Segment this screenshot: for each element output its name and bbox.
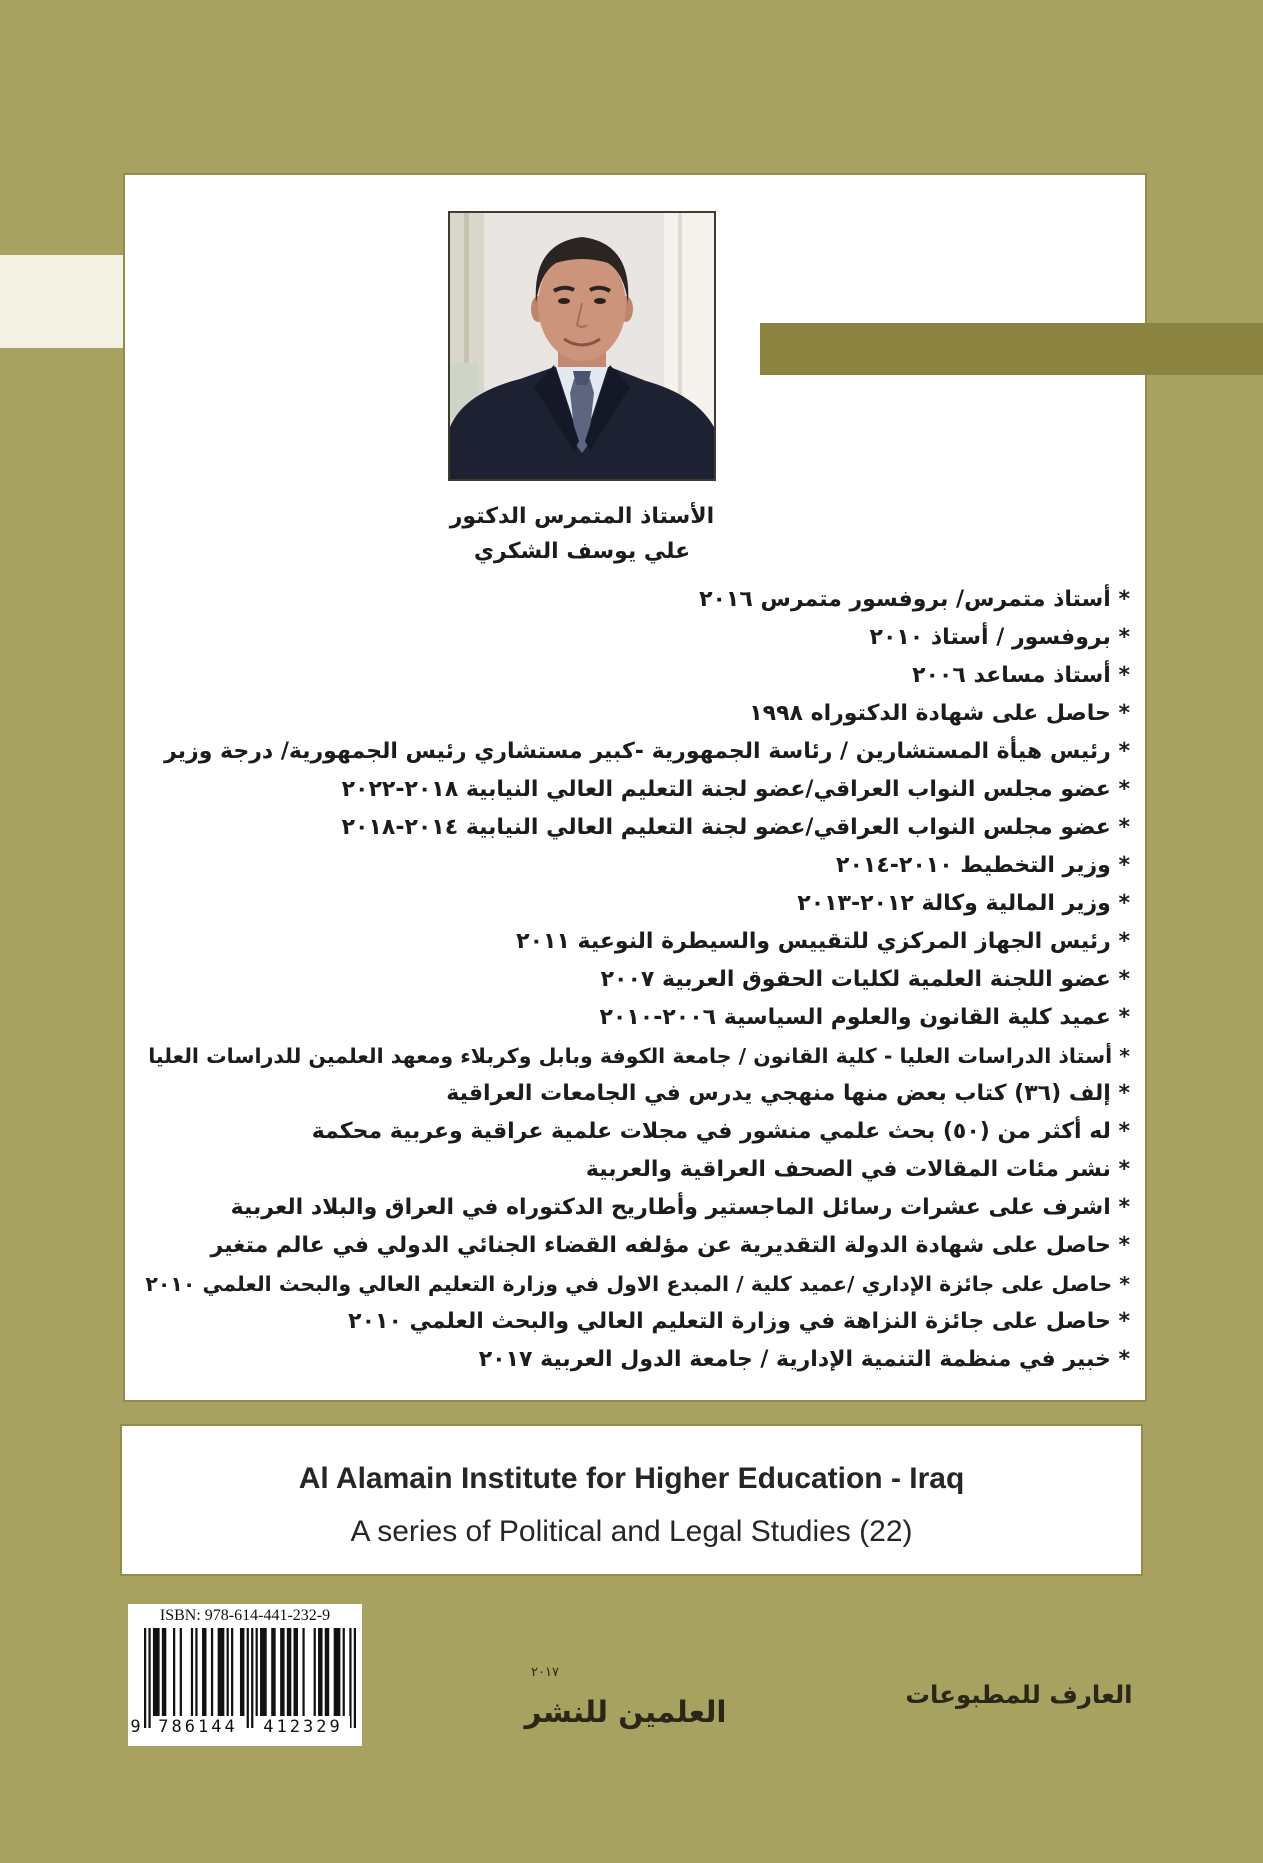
bio-item (140, 1341, 1130, 1379)
barcode-left-digits: 786144 (151, 1716, 245, 1738)
barcode-bar (287, 1628, 291, 1716)
barcode-right-digits: 412329 (256, 1716, 350, 1738)
bio-item-text: * نشر مئات المقالات في الصحف العراقية والعربية (585, 1157, 1130, 1182)
alamain-logo-name: العلمين للنشر (524, 1695, 727, 1729)
bio-item (140, 923, 1130, 961)
barcode-bar (153, 1628, 160, 1716)
bio-item (140, 1113, 1130, 1151)
barcode-bar (271, 1628, 275, 1716)
bio-item-text: * حاصل على شهادة الدكتوراه ١٩٩٨ (749, 701, 1130, 726)
bio-item-text: * عضو اللجنة العلمية لكليات الحقوق العربية ٢٠٠٧ (600, 967, 1130, 992)
author-title (382, 503, 782, 531)
bio-item-text: * أستاذ متمرس/ بروفسور متمرس ٢٠١٦ (699, 587, 1130, 612)
bio-item-text: * بروفسور / أستاذ ٢٠١٠ (869, 625, 1130, 650)
author-name-text: علي يوسف الشكري (473, 539, 691, 564)
bio-item-text: * أستاذ الدراسات العليا - كلية القانون / جامعة الكوفة وبابل وكربلاء ومعهد العلمين للدراسات العليا (148, 1044, 1130, 1068)
author-portrait (450, 213, 714, 479)
bio-item-text: * عميد كلية القانون والعلوم السياسية ٢٠٠٦-٢٠١٠ (599, 1005, 1130, 1030)
bio-item-text: * أستاذ مساعد ٢٠٠٦ (912, 663, 1130, 688)
barcode-bar (247, 1628, 249, 1728)
author-title-text: الأستاذ المتمرس الدكتور (449, 504, 715, 529)
bio-item (140, 999, 1130, 1037)
barcode-bar (202, 1628, 206, 1716)
bio-item (140, 961, 1130, 999)
portrait-tie-knot (573, 371, 591, 385)
barcode-bar (294, 1628, 298, 1716)
alamain-logo-text (523, 1685, 728, 1739)
portrait-eye-left (558, 298, 570, 304)
barcode-bar (148, 1628, 150, 1728)
barcode-bar (256, 1628, 258, 1716)
bio-item-text: * خبير في منظمة التنمية الإدارية / جامعة الدول العربية ٢٠١٧ (478, 1347, 1130, 1372)
barcode-bar (144, 1628, 146, 1728)
barcode-bar (162, 1628, 166, 1716)
bio-item (140, 657, 1130, 695)
series-title (132, 1513, 1131, 1551)
arif-logo-text (903, 1663, 1135, 1727)
bio-item (140, 733, 1130, 771)
barcode-bar (191, 1628, 193, 1716)
bio-item (140, 771, 1130, 809)
barcode-bar (302, 1628, 304, 1716)
barcode-bar (180, 1628, 182, 1716)
bio-item (140, 619, 1130, 657)
barcode-bar (318, 1628, 322, 1716)
barcode-bar (227, 1628, 229, 1716)
barcode-lead-digit: 9 (130, 1717, 141, 1737)
bio-item-text: * حاصل على جائزة الإداري /عميد كلية / المبدع الاول في وزارة التعليم العالي والبحث العلمي ٢٠١٠ (145, 1272, 1130, 1296)
barcode-bar (231, 1628, 233, 1716)
bio-item-text: * رئيس هيأة المستشارين / رئاسة الجمهورية -كبير مستشاري رئيس الجمهورية/ درجة وزير (164, 739, 1130, 764)
arif-logo-name: العارف للمطبوعات (905, 1680, 1133, 1709)
decorative-band-dark (760, 323, 1263, 375)
institute-name-text: Al Alamain Institute for Higher Education - Iraq (298, 1462, 965, 1495)
bio-item-text: * عضو مجلس النواب العراقي/عضو لجنة التعليم العالي النيابية ٢٠١٨-٢٠٢٢ (341, 777, 1130, 802)
bio-item (140, 1037, 1130, 1075)
barcode-bar (251, 1628, 253, 1728)
bio-item-text: * وزير التخطيط ٢٠١٠-٢٠١٤ (836, 853, 1130, 878)
author-name (382, 538, 782, 566)
barcode-bar (334, 1628, 341, 1716)
barcode-bar (280, 1628, 284, 1716)
bio-item (140, 847, 1130, 885)
isbn-label: ISBN: 978-614-441-232-9 (159, 1607, 331, 1624)
barcode-bar (260, 1628, 267, 1716)
portrait-eye-right (594, 298, 606, 304)
bio-item (140, 581, 1130, 619)
alamain-publisher-logo (523, 1657, 728, 1742)
bio-item (140, 1075, 1130, 1113)
bio-item-text: * حاصل على جائزة النزاهة في وزارة التعليم العالي والبحث العلمي ٢٠١٠ (348, 1309, 1130, 1334)
biography-list (140, 581, 1130, 1379)
bio-item (140, 1303, 1130, 1341)
bio-item-text: * إلف (٣٦) كتاب بعض منها منهجي يدرس في الجامعات العراقية (446, 1081, 1130, 1106)
bio-item-text: * له أكثر من (٥٠) بحث علمي منشور في مجلات علمية عراقية وعربية محكمة (311, 1119, 1130, 1144)
barcode-bar (173, 1628, 175, 1716)
barcode-bar (211, 1628, 213, 1716)
institute-name (132, 1460, 1131, 1498)
barcode-bars (144, 1628, 356, 1728)
barcode-bar (343, 1628, 345, 1716)
barcode-bar (314, 1628, 316, 1716)
bio-item-text: * وزير المالية وكالة ٢٠١٢-٢٠١٣ (797, 891, 1130, 916)
bio-item-text: * اشرف على عشرات رسائل الماجستير وأطاريح الدكتوراه في العراق والبلاد العربية (230, 1195, 1130, 1220)
bio-item (140, 1227, 1130, 1265)
barcode-bar (195, 1628, 197, 1716)
barcode-bar (240, 1628, 244, 1716)
arif-publisher-logo (903, 1645, 1135, 1740)
barcode-bar (218, 1628, 225, 1716)
series-panel (122, 1426, 1141, 1574)
bio-item (140, 1151, 1130, 1189)
barcode-bar (325, 1628, 329, 1716)
bio-item (140, 1265, 1130, 1303)
barcode-bar (349, 1628, 351, 1728)
alamain-logo-year: ٢٠١٧ (531, 1665, 559, 1680)
barcode-bar (354, 1628, 356, 1728)
bio-item (140, 695, 1130, 733)
bio-item (140, 1189, 1130, 1227)
decorative-band-light (0, 255, 126, 348)
bio-item-text: * عضو مجلس النواب العراقي/عضو لجنة التعليم العالي النيابية ٢٠١٤-٢٠١٨ (341, 815, 1130, 840)
isbn-barcode (128, 1604, 362, 1746)
series-title-text: A series of Political and Legal Studies (22) (350, 1515, 913, 1548)
bio-item-text: * رئيس الجهاز المركزي للتقييس والسيطرة النوعية ٢٠١١ (516, 929, 1130, 954)
bio-item-text: * حاصل على شهادة الدولة التقديرية عن مؤلفه القضاء الجنائي الدولي في عالم متغير (210, 1233, 1130, 1258)
author-photo (448, 211, 716, 481)
bio-item (140, 809, 1130, 847)
bio-item (140, 885, 1130, 923)
